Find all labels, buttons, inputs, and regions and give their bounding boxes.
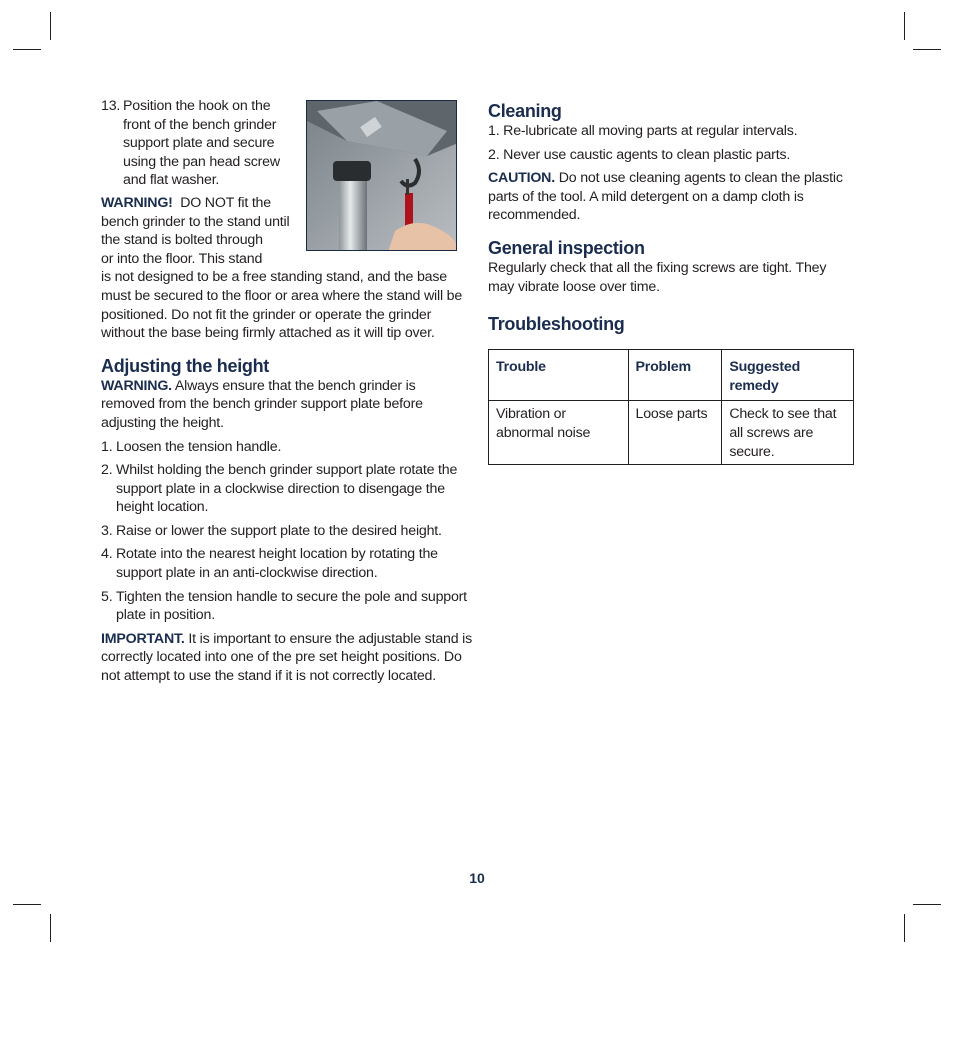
list-item: [101, 545, 473, 582]
left-column: [101, 97, 473, 686]
step-text: Loosen the tension handle.: [116, 438, 282, 455]
step-number: 1.: [101, 438, 113, 455]
crop-mark: [13, 904, 41, 905]
list-item: [101, 522, 473, 541]
step-text: Raise or lower the support plate to the desired height.: [116, 522, 442, 539]
troubleshooting-heading: Troubleshooting: [488, 314, 625, 335]
step-number: 4.: [101, 546, 113, 563]
step-13: [101, 97, 291, 190]
list-item: [101, 461, 473, 517]
step-text: Position the hook on the front of the bench grinder support plate and secure using the pan head screw and flat washer.: [123, 98, 280, 189]
caution-text: Do not use cleaning agents to clean the plastic parts of the tool. A mild detergent on a damp cloth is recommended.: [488, 170, 843, 224]
right-column: [488, 100, 854, 465]
table-header-row: [489, 350, 854, 401]
adjust-warning-label: WARNING.: [101, 377, 172, 394]
step-text: Whilst holding the bench grinder support plate rotate the support plate in a clockwise direction to disengage the height location.: [116, 462, 458, 516]
step-number: 13.: [101, 98, 121, 114]
table-cell: Loose parts: [628, 401, 722, 465]
cleaning-item: 1. Re-lubricate all moving parts at regular intervals.: [488, 123, 798, 139]
page-number: 10: [469, 870, 485, 886]
warning-continued: is not designed to be a free standing stand, and the base must be secured to the floor or area where the stand will be positioned. Do not fit the grinder or operate the grinder without the base being firmly attached as it will tip over.: [101, 269, 463, 342]
crop-mark: [913, 904, 941, 905]
warning-block: [101, 194, 301, 268]
step-number: 5.: [101, 588, 113, 605]
crop-mark: [904, 12, 905, 40]
table-row: [489, 401, 854, 465]
important-text: It is important to ensure the adjustable stand is correctly located into one of the pre set height positions. Do not attempt to use the stand if it is not correctly located.: [101, 630, 472, 685]
table-header: Trouble: [489, 350, 629, 401]
table-cell: Vibration or abnormal noise: [489, 401, 629, 465]
caution-label: CAUTION.: [488, 170, 555, 187]
step-text: Rotate into the nearest height location by rotating the support plate in an anti-clockwise direction.: [116, 546, 438, 582]
warning-line: the stand is bolted through: [101, 232, 263, 249]
crop-mark: [904, 914, 905, 942]
crop-mark: [913, 49, 941, 50]
adjust-warning-text: Always ensure that the bench grinder is removed from the bench grinder support plate before adjusting the height.: [101, 377, 423, 431]
inspection-text: Regularly check that all the fixing screws are tight. They may vibrate loose over time.: [488, 259, 827, 295]
inspection-heading: General inspection: [488, 237, 645, 258]
troubleshooting-table: [488, 349, 854, 465]
step-number: 2.: [101, 462, 113, 479]
table-header: Suggested remedy: [722, 350, 854, 401]
important-label: IMPORTANT.: [101, 630, 185, 647]
crop-mark: [13, 49, 41, 50]
warning-line: bench grinder to the stand until: [101, 213, 290, 230]
cleaning-item: 2. Never use caustic agents to clean plastic parts.: [488, 146, 791, 163]
list-item: [101, 588, 473, 625]
step-text: Tighten the tension handle to secure the pole and support plate in position.: [116, 588, 467, 624]
list-item: [101, 438, 473, 457]
crop-mark: [50, 914, 51, 942]
crop-mark: [50, 12, 51, 40]
warning-line: DO NOT fit the: [180, 194, 271, 211]
table-cell: Check to see that all screws are secure.: [722, 401, 854, 465]
warning-line: or into the floor. This stand: [101, 250, 263, 267]
adjust-heading: Adjusting the height: [101, 355, 269, 376]
table-header: Problem: [628, 350, 722, 401]
step-number: 3.: [101, 522, 113, 539]
cleaning-heading: Cleaning: [488, 101, 562, 121]
warning-label: WARNING!: [101, 194, 173, 211]
